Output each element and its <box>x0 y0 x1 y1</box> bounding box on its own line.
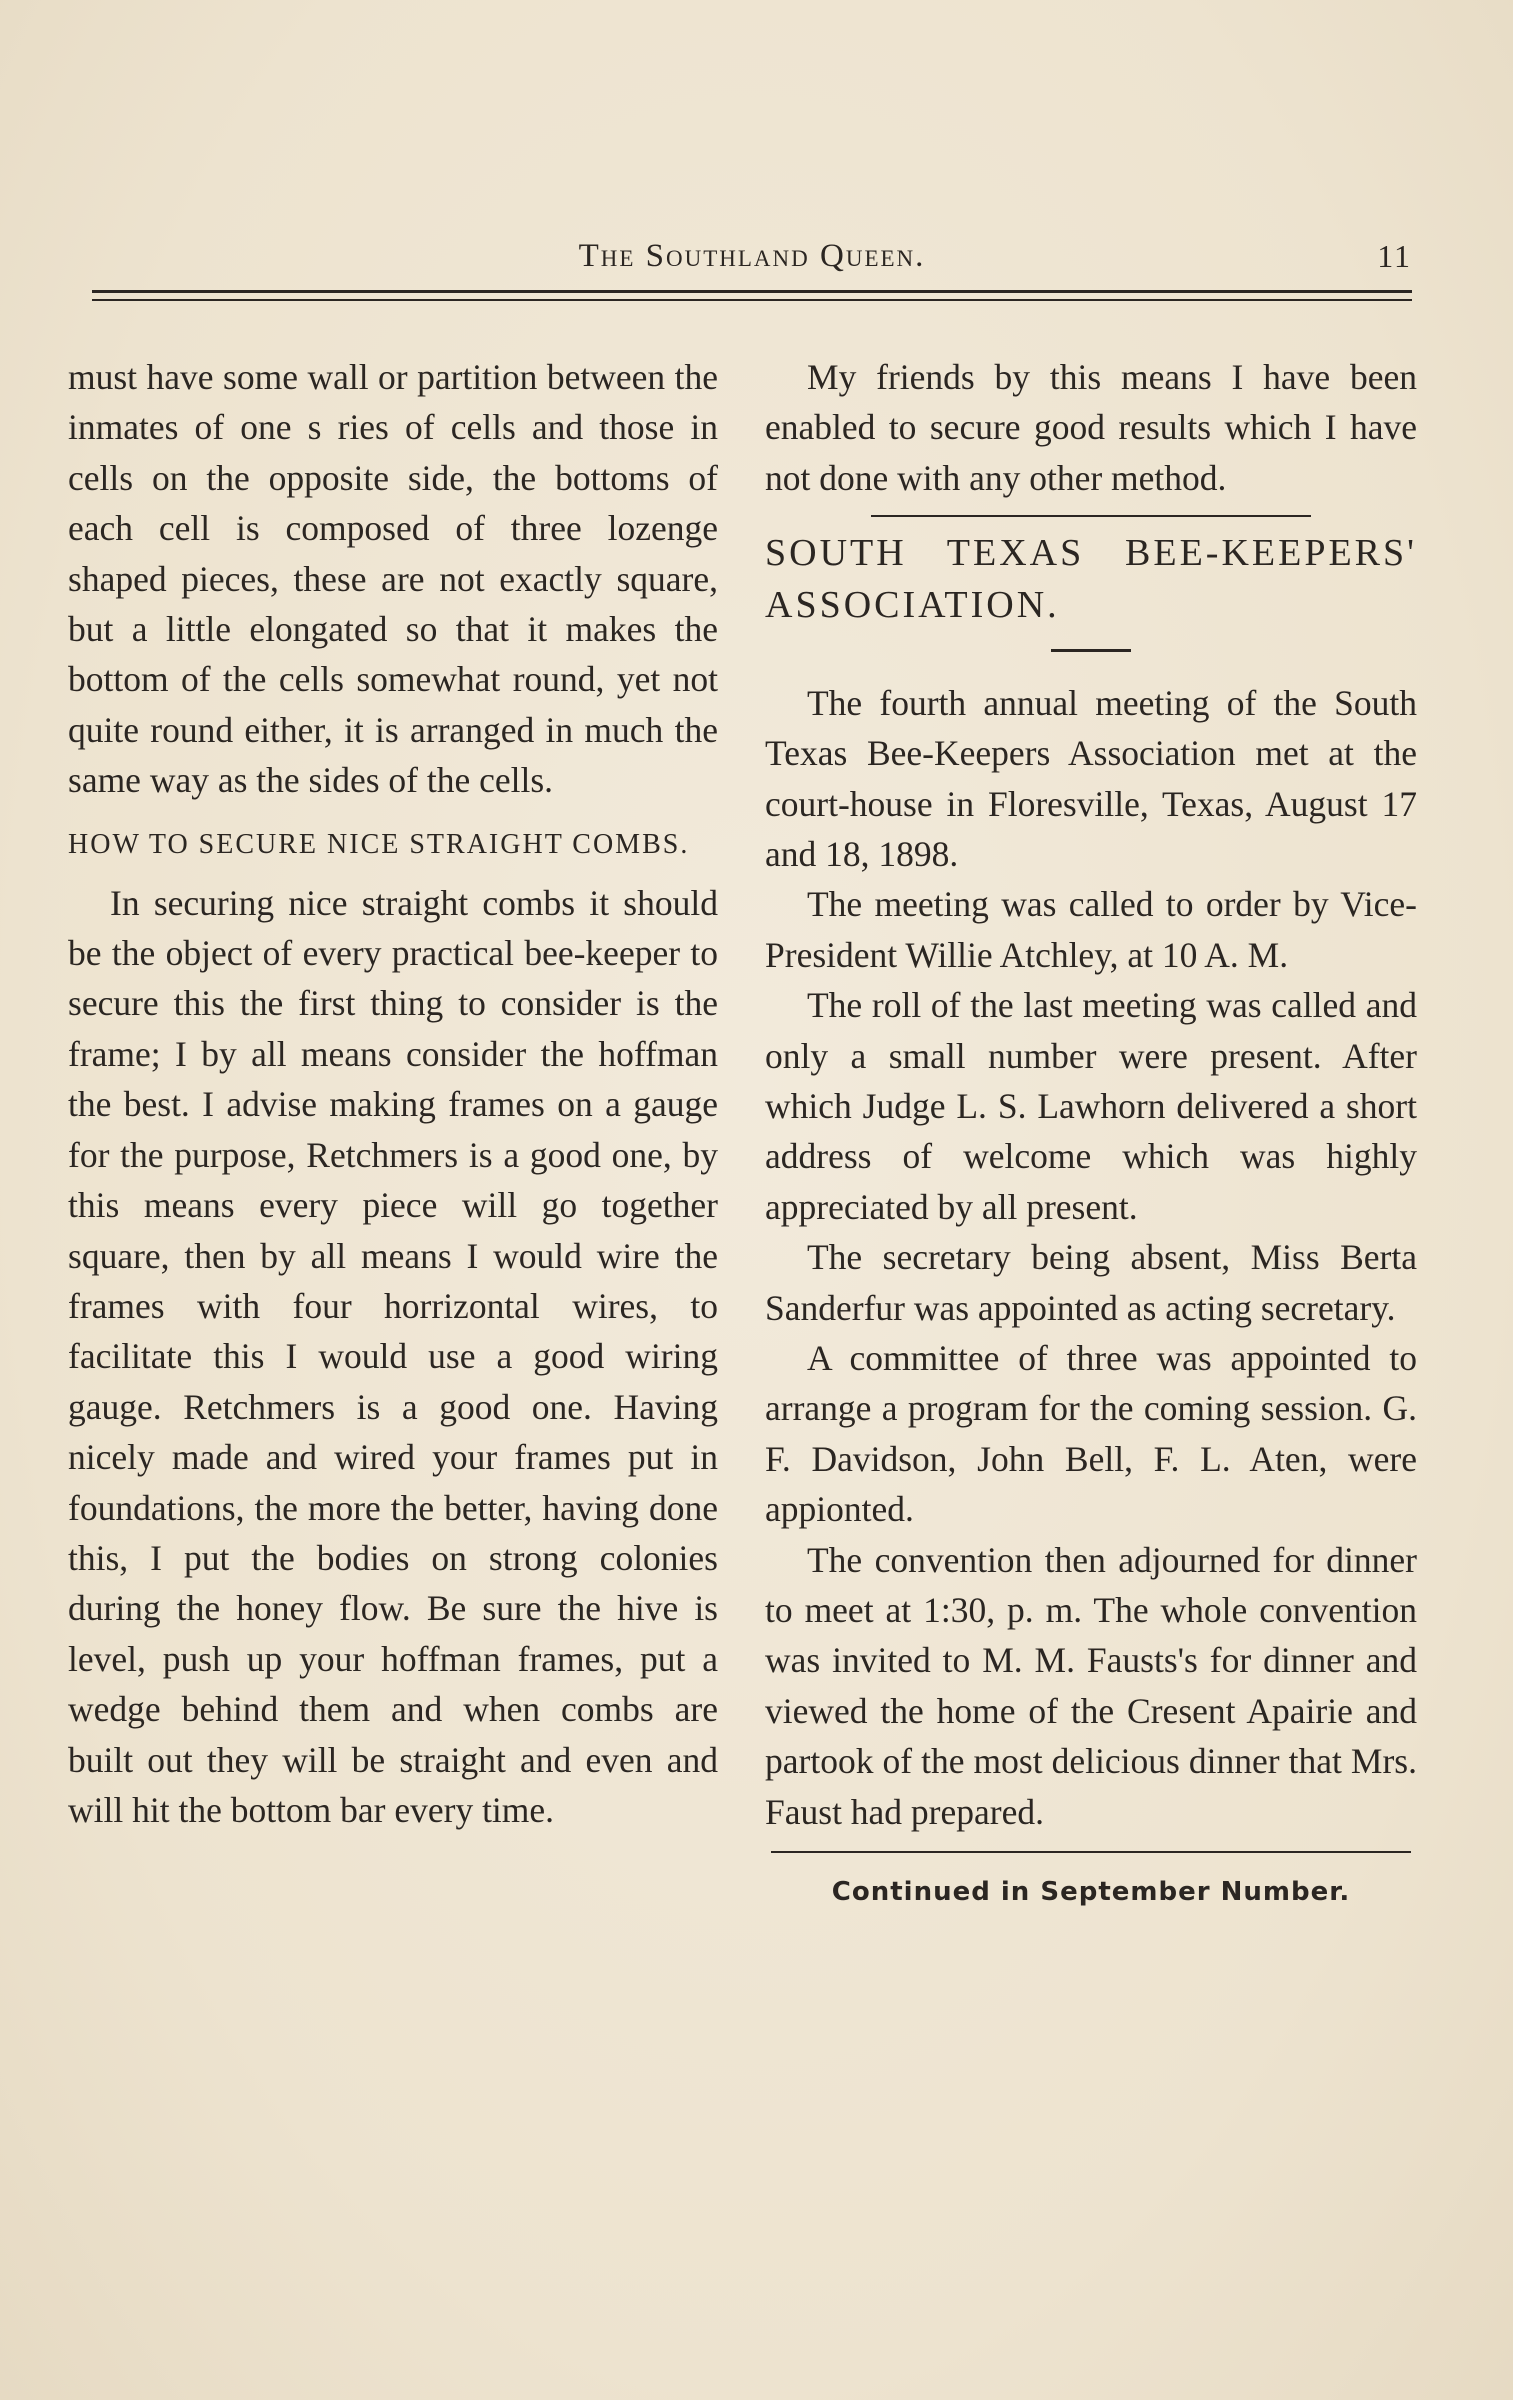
right-column <box>765 352 1417 1917</box>
meeting-paragraph: A committee of three was appointed to arrange a program for the coming session. G. F. Davidson, John Bell, F. L. Aten, were appionted. <box>765 1338 1417 1530</box>
left-paragraph-combs: In securing nice straight combs it should be the object of every practical bee-keeper to secure this the first thing to consider is the frame; I by all means consider the hoffman the best. I advise making frames on a gauge for the purpose, Retchmers is a good one, by this means every piece will go together square, then by all means I would wire the frames with four horrizontal wires, to facilitate this I would use a good wiring gauge. Retchmers is a good one. Having nicely made and wired your frames put in foundations, the more the better, having done this, I put the bodies on strong colonies during the honey flow. Be sure the hive is level, push up your hoffman frames, put a wedge behind them and when combs are built out they will be straight and even and will hit the bottom bar every time. <box>68 882 718 1830</box>
meeting-paragraph: The fourth annual meeting of the South Texas Bee-Keepers Association met at the court-house in Floresville, Texas, August 17 and 18, 1898. <box>765 682 1417 874</box>
continued-note: Continued in September Number. <box>831 1877 1351 1908</box>
meeting-paragraph: The meeting was called to order by Vice-President Willie Atchley, at 10 A. M. <box>765 884 1417 975</box>
running-head <box>92 238 1412 278</box>
right-paragraph-intro: My friends by this means I have been enabled to secure good results which I have not done with any other method. <box>765 357 1417 498</box>
left-subheading: HOW TO SECURE NICE STRAIGHT COMBS. <box>68 828 690 860</box>
meeting-paragraph: The roll of the last meeting was called and only a small number were present. After which Judge L. S. Lawhorn delivered a short address of welcome which was highly appreciated by all present. <box>765 985 1417 1227</box>
association-heading: SOUTH TEXAS BEE-KEEPERS' ASSOCIATION. <box>765 532 1417 627</box>
meeting-paragraph: The secretary being absent, Miss Berta Sanderfur was appointed as acting secretary. <box>765 1237 1417 1328</box>
journal-title: The Southland Queen. <box>578 238 926 274</box>
section-rule-short <box>1051 649 1131 652</box>
end-rule <box>771 1851 1411 1853</box>
page-number: 11 <box>1377 238 1412 274</box>
header-rule-thick <box>92 290 1412 293</box>
left-paragraph-continued: must have some wall or partition between the inmates of one s ries of cells and those in cells on the opposite side, the bottoms of each cell is composed of three lozenge shaped pieces, these are not exactly square, but a little elongated so that it makes the bottom of the cells somewhat round, yet not quite round either, it is arranged in much the same way as the sides of the cells. <box>68 357 718 801</box>
section-rule-top <box>871 515 1311 517</box>
left-column <box>68 352 718 1835</box>
meeting-paragraph: The convention then adjourned for dinner to meet at 1:30, p. m. The whole convention was invited to M. M. Fausts's for dinner and viewed the home of the Cresent Apairie and partook of the most delicious dinner that Mrs. Faust had prepared. <box>765 1539 1417 1832</box>
header-rule-thin <box>92 299 1412 301</box>
